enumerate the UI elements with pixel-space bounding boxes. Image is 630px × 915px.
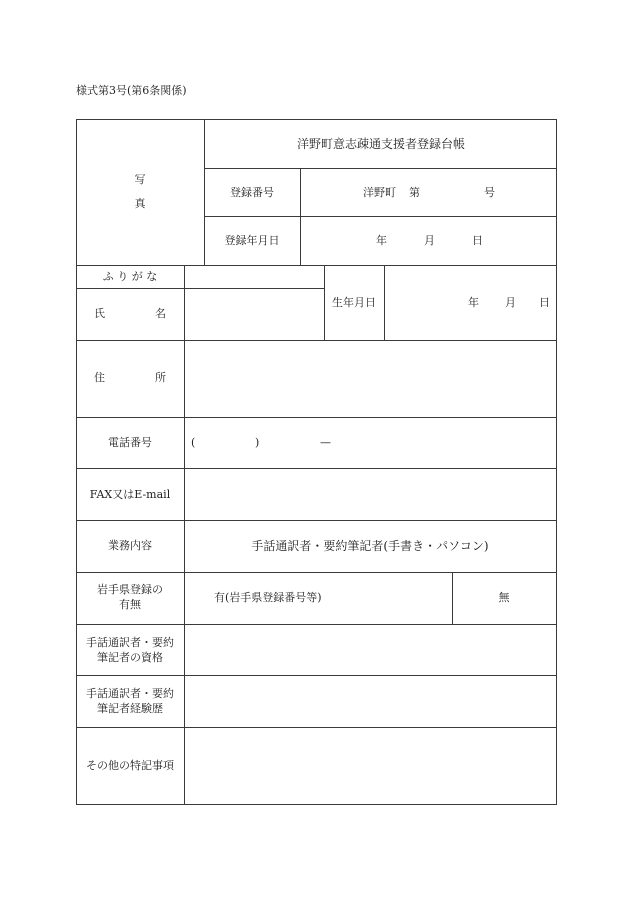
registration-date-label: 登録年月日 xyxy=(224,234,280,247)
form-title: 洋野町意志疎通支援者登録台帳 xyxy=(296,137,466,151)
form-style-number: 様式第3号(第6条関係) xyxy=(76,84,187,97)
birthdate-month: 月 xyxy=(505,296,516,309)
name-label-left: 氏 xyxy=(94,307,105,320)
duties-value: 手話通訳者・要約筆記者(手書き・パソコン) xyxy=(251,539,489,553)
qualification-label-top: 手話通訳者・要約 xyxy=(86,636,174,649)
phone-dash: — xyxy=(320,436,331,449)
registration-date-day: 日 xyxy=(472,234,483,247)
phone-open-paren: ( xyxy=(191,436,196,449)
registration-number-town: 洋野町 xyxy=(363,186,396,199)
photo-label-top: 写 xyxy=(134,173,146,186)
iwate-registration-yes: 有(岩手県登録番号等) xyxy=(214,591,322,604)
registration-date-year: 年 xyxy=(376,234,387,247)
birthdate-year: 年 xyxy=(468,296,479,309)
iwate-registration-no: 無 xyxy=(498,591,510,604)
qualification-label-bottom: 筆記者の資格 xyxy=(97,651,163,664)
birthdate-day: 日 xyxy=(539,296,550,309)
experience-label-bottom: 筆記者経験歴 xyxy=(97,702,163,715)
photo-label-bottom: 真 xyxy=(134,197,146,210)
fax-email-label: FAX又はE-mail xyxy=(89,488,171,501)
address-label-left: 住 xyxy=(94,371,105,384)
furigana-label: ふ り が な xyxy=(102,270,158,283)
phone-label: 電話番号 xyxy=(108,436,152,449)
other-notes-label: その他の特記事項 xyxy=(86,759,174,772)
duties-label: 業務内容 xyxy=(108,539,152,552)
phone-close-paren: ) xyxy=(255,436,260,449)
registration-date-month: 月 xyxy=(424,234,435,247)
iwate-registration-label-bottom: 有無 xyxy=(119,598,141,611)
registration-number-dai: 第 xyxy=(409,186,420,199)
iwate-registration-label-top: 岩手県登録の xyxy=(97,583,163,596)
address-label-right: 所 xyxy=(155,371,166,384)
registration-number-label: 登録番号 xyxy=(230,186,274,199)
experience-label-top: 手話通訳者・要約 xyxy=(86,687,174,700)
name-label-right: 名 xyxy=(155,307,166,320)
registration-number-go: 号 xyxy=(484,186,495,199)
birthdate-label: 生年月日 xyxy=(332,296,376,309)
